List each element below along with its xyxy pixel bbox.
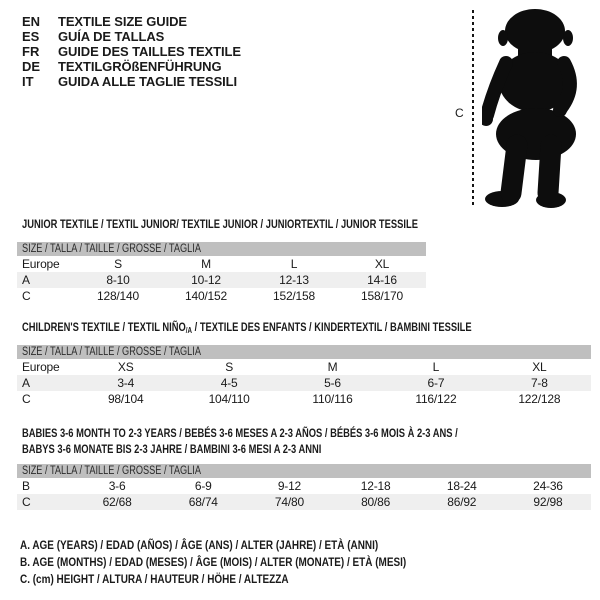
- size-cell: 98/104: [107, 392, 144, 406]
- size-cell: 116/122: [415, 392, 457, 406]
- table-row: [17, 391, 591, 407]
- row-label: A: [22, 376, 30, 390]
- lang-code: ES: [22, 29, 40, 44]
- size-header-bar: [17, 345, 591, 359]
- row-label: Europe: [22, 257, 60, 271]
- size-cell: S: [225, 360, 234, 374]
- table-row: [17, 272, 426, 288]
- children-size-table: [17, 345, 591, 407]
- size-cell: 18-24: [446, 479, 477, 493]
- size-cell: 110/116: [312, 392, 353, 406]
- table-row: [17, 288, 426, 304]
- table-row: [17, 359, 591, 375]
- size-cell: 3-6: [108, 479, 126, 493]
- lang-label: TEXTILGRÖßENFÜHRUNG: [58, 59, 222, 74]
- size-header-bar: [17, 464, 591, 478]
- lang-label: TEXTILE SIZE GUIDE: [58, 14, 187, 29]
- lang-row-fr: [22, 44, 241, 59]
- row-label: C: [22, 289, 31, 303]
- size-cell: 14-16: [367, 273, 397, 287]
- footnotes: [20, 537, 485, 588]
- lang-row-es: [22, 29, 241, 44]
- table-row: [17, 478, 591, 494]
- babies-size-table: [17, 464, 591, 510]
- size-cell: 62/68: [102, 495, 132, 509]
- size-cell: 140/152: [185, 289, 227, 303]
- size-cell: 104/110: [208, 392, 250, 406]
- size-cell: 12-18: [360, 479, 391, 493]
- table-row: [17, 494, 591, 510]
- lang-code: DE: [22, 59, 41, 74]
- children-title-pre: CHILDREN'S TEXTILE / TEXTIL NIÑO: [22, 320, 186, 334]
- size-cell: 128/140: [97, 289, 139, 303]
- junior-section-title: [22, 216, 530, 232]
- size-cell: 7-8: [530, 376, 548, 390]
- size-header-bar: [17, 242, 426, 256]
- row-label: A: [22, 273, 30, 287]
- children-section-title: [22, 319, 598, 339]
- children-section-title-text: [22, 319, 472, 339]
- footnote-b: B. AGE (MONTHS) / EDAD (MESES) / ÂGE (MOIS) / ALTER (MONATE) / ETÀ (MESI): [20, 555, 407, 569]
- size-cell: S: [114, 257, 122, 271]
- row-label: B: [22, 479, 30, 493]
- junior-size-table: [17, 242, 426, 304]
- footnote-c: C. (cm) HEIGHT / ALTURA / HAUTEUR / HÖHE / ALTEZZA: [20, 572, 289, 586]
- size-cell: M: [201, 257, 211, 271]
- size-cell: M: [327, 360, 338, 374]
- lang-row-de: [22, 59, 241, 74]
- row-label: C: [22, 495, 31, 509]
- size-cell: 12-13: [279, 273, 309, 287]
- size-cell: XL: [374, 257, 390, 271]
- size-cell: 68/74: [188, 495, 218, 509]
- babies-title-line1: BABIES 3-6 MONTH TO 2-3 YEARS / BEBÉS 3-6 MESES A 2-3 AÑOS / BÉBÉS 3-6 MOIS À 2-3 ANS /: [22, 426, 458, 440]
- lang-row-en: [22, 14, 241, 29]
- size-header-text: SIZE / TALLA / TAILLE / GRÖSSE / TAGLIA: [22, 465, 201, 477]
- size-cell: L: [432, 360, 440, 374]
- size-cell: 74/80: [274, 495, 304, 509]
- table-row: [17, 256, 426, 272]
- size-cell: 92/98: [533, 495, 563, 509]
- children-title-subscript: /A: [185, 326, 193, 335]
- footnote-a: A. AGE (YEARS) / EDAD (AÑOS) / ÂGE (ANS) / ALTER (JAHRE) / ETÀ (ANNI): [20, 538, 379, 552]
- junior-section-title-text: JUNIOR TEXTILE / TEXTIL JUNIOR/ TEXTILE JUNIOR / JUNIORTEXTIL / JUNIOR TESSILE: [22, 217, 418, 231]
- size-cell: XL: [532, 360, 547, 374]
- size-cell: XS: [117, 360, 134, 374]
- size-header-text: SIZE / TALLA / TAILLE / GRÖSSE / TAGLIA: [22, 346, 201, 358]
- size-cell: 80/86: [361, 495, 391, 509]
- size-cell: 5-6: [324, 376, 341, 390]
- size-cell: 122/128: [518, 392, 561, 406]
- size-cell: 4-5: [220, 376, 238, 390]
- size-cell: 6-7: [427, 376, 445, 390]
- row-label: C: [22, 392, 31, 406]
- language-title-block: [22, 14, 241, 89]
- babies-section-title: [22, 425, 581, 457]
- size-cell: 24-36: [533, 479, 563, 493]
- lang-label: GUÍA DE TALLAS: [58, 29, 165, 44]
- size-cell: 8-10: [106, 273, 130, 287]
- lang-code: FR: [22, 44, 40, 59]
- lang-label: GUIDE DES TAILLES TEXTILE: [58, 44, 241, 59]
- size-header-text: SIZE / TALLA / TAILLE / GRÖSSE / TAGLIA: [22, 243, 201, 255]
- lang-row-it: [22, 74, 241, 89]
- size-cell: 10-12: [191, 273, 221, 287]
- size-cell: 6-9: [194, 479, 212, 493]
- table-row: [17, 375, 591, 391]
- size-cell: L: [290, 257, 298, 271]
- children-title-post: / TEXTILE DES ENFANTS / KINDERTEXTIL / BAMBINI TESSILE: [192, 320, 472, 334]
- lang-code: EN: [22, 14, 41, 29]
- height-marker-label: C: [455, 106, 464, 120]
- size-cell: 158/170: [361, 289, 403, 303]
- size-cell: 86/92: [447, 495, 477, 509]
- size-cell: 9-12: [277, 479, 302, 493]
- lang-label: GUIDA ALLE TAGLIE TESSILI: [58, 74, 238, 89]
- row-label: Europe: [22, 360, 60, 374]
- lang-code: IT: [22, 74, 34, 89]
- height-dashed-line: [472, 10, 474, 208]
- size-cell: 152/158: [273, 289, 315, 303]
- babies-title-line2: BABYS 3-6 MONATE BIS 2-3 JAHRE / BAMBINI 3-6 MESI A 2-3 ANNI: [22, 442, 322, 456]
- toddler-silhouette-image: [482, 7, 586, 209]
- size-cell: 3-4: [117, 376, 135, 390]
